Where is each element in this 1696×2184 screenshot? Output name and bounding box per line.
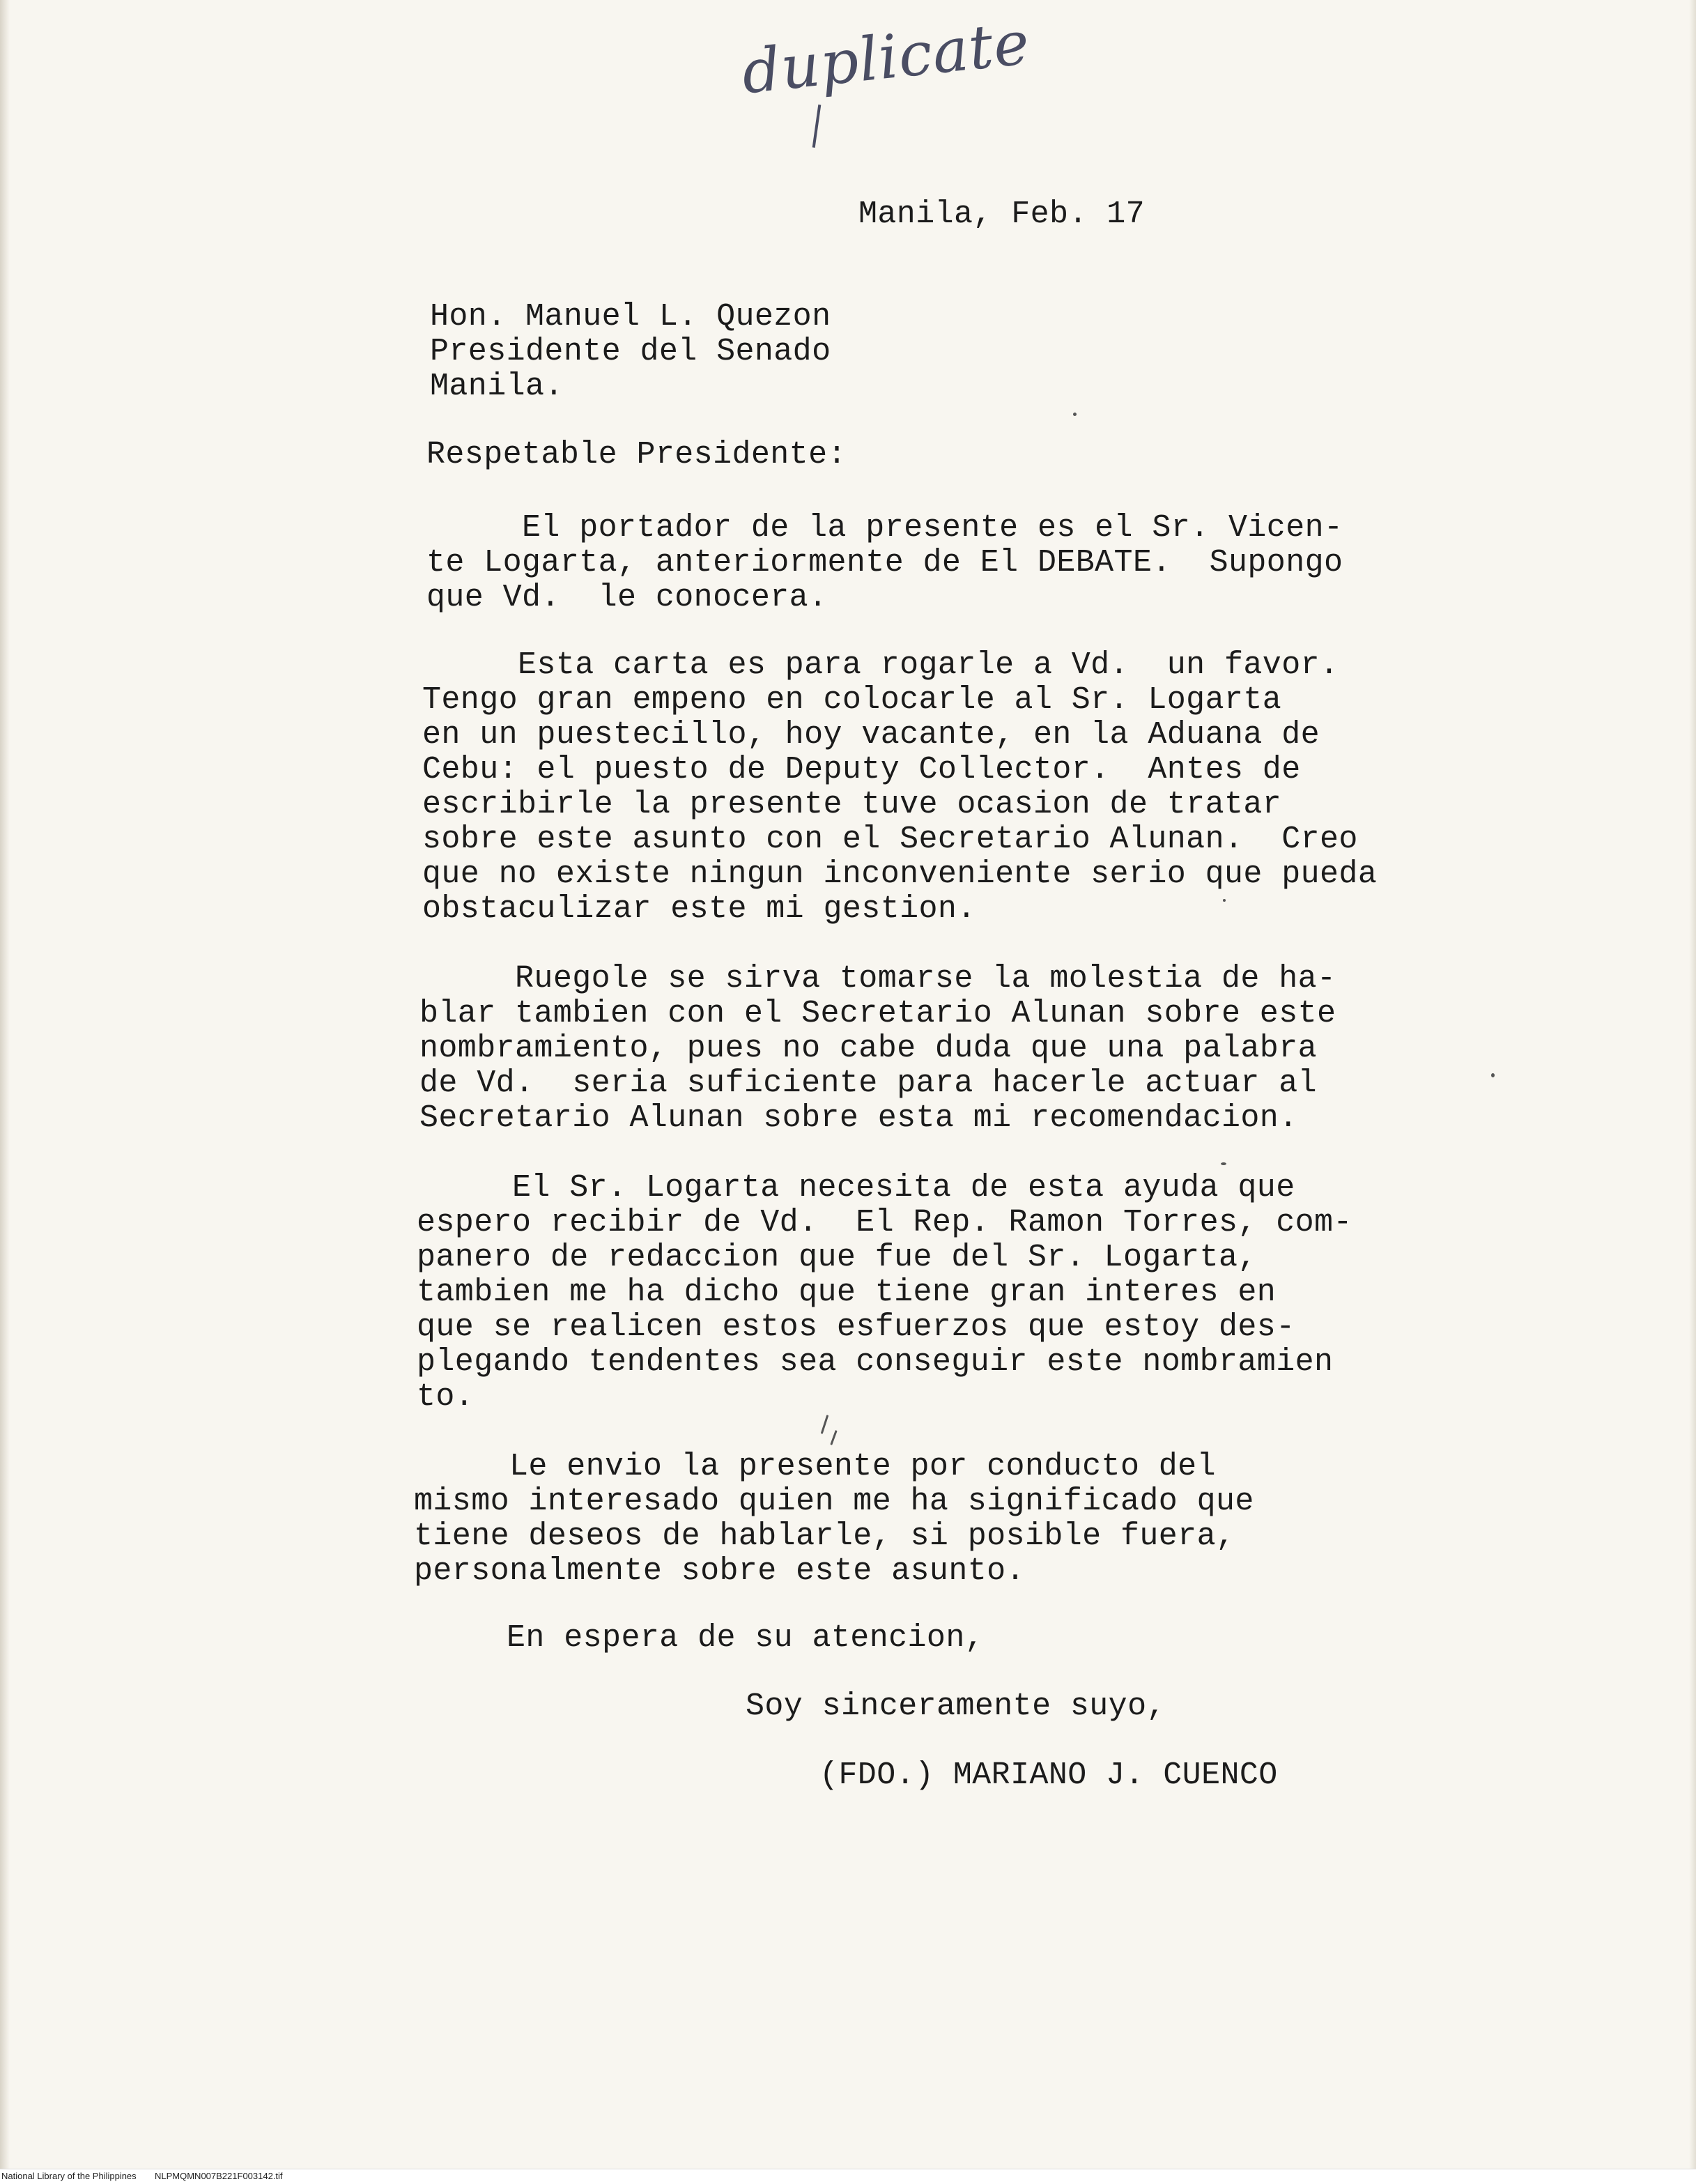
body-line: plegando tendentes sea conseguir este nombramien xyxy=(417,1344,1334,1380)
scan-speck xyxy=(1491,1073,1495,1077)
body-line: tiene deseos de hablarle, si posible fuera, xyxy=(414,1518,1235,1554)
scan-speck xyxy=(830,1430,837,1445)
body-line: sobre este asunto con el Secretario Alunan. Creo xyxy=(422,822,1358,857)
body-line: mismo interesado quien me ha significado que xyxy=(414,1484,1254,1519)
addressee-name: Hon. Manuel L. Quezon xyxy=(430,299,831,334)
body-line: tambien me ha dicho que tiene gran interes en xyxy=(417,1275,1277,1310)
body-line: to. xyxy=(417,1379,475,1415)
body-line: espero recibir de Vd. El Rep. Ramon Torres, com- xyxy=(417,1205,1352,1240)
body-line: te Logarta, anteriormente de El DEBATE. Supongo xyxy=(426,545,1343,580)
scan-speck xyxy=(821,1415,829,1434)
dateline: Manila, Feb. 17 xyxy=(858,197,1146,232)
body-line: Ruegole se sirva tomarse la molestia de ha- xyxy=(419,961,1336,997)
body-line: de Vd. seria suficiente para hacerle actuar al xyxy=(419,1066,1318,1101)
addressee-city: Manila. xyxy=(430,369,564,404)
body-line: que se realicen estos esfuerzos que estoy des- xyxy=(417,1309,1295,1345)
body-line: Le envio la presente por conducto del xyxy=(414,1449,1216,1484)
body-line: nombramiento, pues no cabe duda que una palabra xyxy=(419,1031,1318,1066)
body-line: Tengo gran empeno en colocarle al Sr. Logarta xyxy=(422,682,1282,718)
scan-speck xyxy=(1073,413,1077,416)
scan-speck xyxy=(1221,1162,1226,1165)
handwritten-note: duplicate xyxy=(739,8,1033,108)
signature: (FDO.) MARIANO J. CUENCO xyxy=(819,1758,1278,1793)
salutation: Respetable Presidente: xyxy=(426,437,847,472)
scan-speck xyxy=(1223,899,1226,902)
scan-edge-right xyxy=(1689,0,1696,2184)
body-line: en un puestecillo, hoy vacante, en la Aduana de xyxy=(422,717,1320,753)
body-line: Cebu: el puesto de Deputy Collector. Antes de xyxy=(422,752,1301,787)
body-line: blar tambien con el Secretario Alunan sobre este xyxy=(419,996,1336,1031)
handwritten-stroke xyxy=(812,105,822,148)
body-line: que Vd. le conocera. xyxy=(426,580,828,615)
body-line: que no existe ningun inconveniente serio que pueda xyxy=(422,856,1378,892)
body-line: obstaculizar este mi gestion. xyxy=(422,891,976,927)
valediction: Soy sinceramente suyo, xyxy=(746,1689,1166,1724)
body-line: personalmente sobre este asunto. xyxy=(414,1553,1025,1589)
body-line: panero de redaccion que fue del Sr. Logarta, xyxy=(417,1240,1257,1275)
body-line: Esta carta es para rogarle a Vd. un favor. xyxy=(422,647,1339,683)
addressee-title: Presidente del Senado xyxy=(430,334,831,369)
body-line: El portador de la presente es el Sr. Vicen- xyxy=(426,510,1343,546)
body-line: El Sr. Logarta necesita de esta ayuda que xyxy=(417,1170,1295,1206)
footer-file-id: NLPMQMN007B221F003142.tif xyxy=(155,2171,283,2181)
closing-line: En espera de su atencion, xyxy=(411,1620,985,1656)
body-line: escribirle la presente tuve ocasion de tratar xyxy=(422,787,1282,822)
body-line: Secretario Alunan sobre esta mi recomendacion. xyxy=(419,1100,1298,1136)
scan-edge-left xyxy=(0,0,10,2184)
footer-library: National Library of the Philippines xyxy=(1,2171,137,2181)
